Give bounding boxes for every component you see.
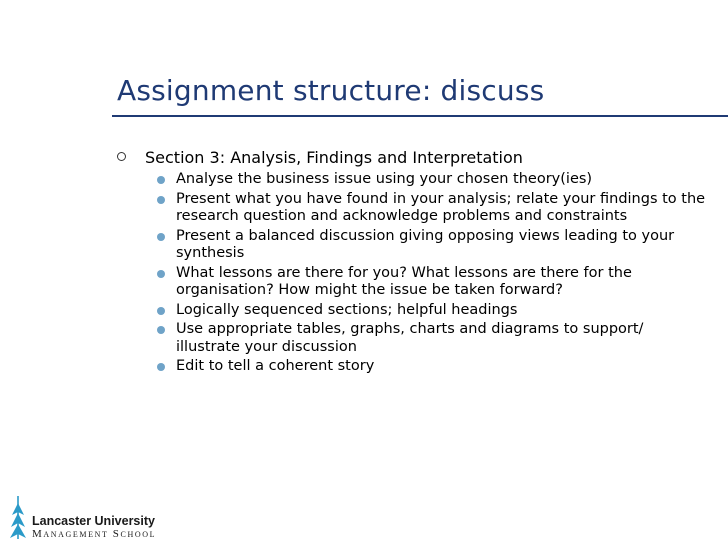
filled-circle-bullet-icon: [157, 196, 165, 204]
filled-circle-bullet-icon: [157, 270, 165, 278]
list-item-text: What lessons are there for you? What lessons are there for the organisation? How might the issue be taken forward?: [176, 264, 632, 298]
lancaster-logo: [8, 495, 178, 541]
list-item: [112, 171, 712, 189]
logo-school-name: Management School: [32, 528, 157, 540]
logo-university-name: Lancaster University: [32, 514, 155, 528]
list-item: [112, 265, 712, 300]
list-item: [112, 228, 712, 263]
list-item: [112, 191, 712, 226]
hollow-circle-bullet-icon: [117, 152, 126, 161]
list-item-text: Analyse the business issue using your chosen theory(ies): [176, 171, 593, 187]
slide-title: Assignment structure: discuss: [117, 74, 545, 107]
section-bullet: [112, 148, 712, 168]
list-item-text: Edit to tell a coherent story: [176, 358, 375, 374]
list-item: [112, 358, 712, 376]
title-divider: [112, 115, 728, 117]
filled-circle-bullet-icon: [157, 307, 165, 315]
list-item-text: Logically sequenced sections; helpful headings: [176, 301, 518, 318]
list-item-text: Present a balanced discussion giving opposing views leading to your synthesis: [176, 227, 675, 261]
lancaster-university-crest-icon: [8, 495, 28, 541]
filled-circle-bullet-icon: [157, 326, 165, 334]
filled-circle-bullet-icon: [157, 176, 165, 184]
filled-circle-bullet-icon: [157, 233, 165, 241]
sub-bullet-list: [112, 171, 712, 376]
list-item: [112, 321, 712, 356]
list-item-text: Use appropriate tables, graphs, charts and diagrams to support/ illustrate your discussion: [176, 321, 644, 355]
slide-content: [112, 148, 712, 378]
section-heading: Section 3: Analysis, Findings and Interpretation: [145, 148, 523, 167]
list-item: [112, 302, 712, 320]
list-item-text: Present what you have found in your analysis; relate your findings to the research question and acknowledge problems and constraints: [176, 190, 706, 224]
filled-circle-bullet-icon: [157, 363, 165, 371]
